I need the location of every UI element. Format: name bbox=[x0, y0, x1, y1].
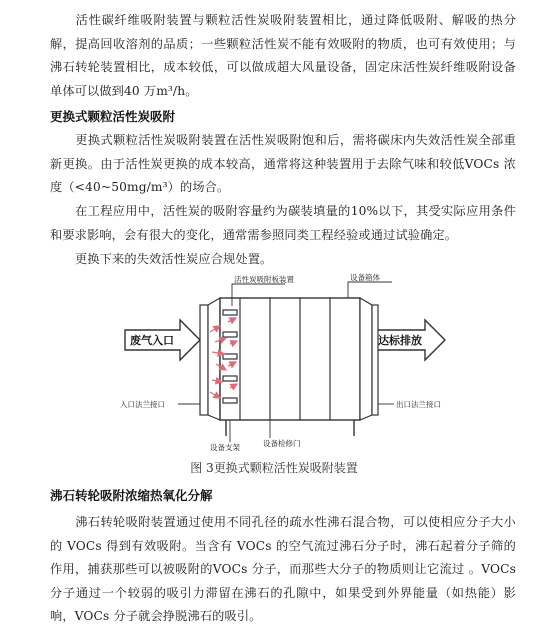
label-outlet-flange: 出口法兰接口 bbox=[396, 400, 441, 409]
inlet-arrow bbox=[125, 320, 200, 360]
paragraph-zeolite-rotor: 沸石转轮吸附装置通过使用不同孔径的疏水性沸石混合物，可以使相应分子大小的 VOCs 得到有效吸附。当含有 VOCs 的空气流过沸石分子时，沸石起着分子筛的作用，捕获那些可以被吸附的VOCs 分子，而那些大分子的物质则让它流过 。VOCs 分子通过一个较弱的吸引力滞留在沸石的孔隙中，如果受到外界能量（如热能）影响，VOCs 分子就会挣脱沸石的吸引。 bbox=[50, 515, 516, 623]
paragraph-activated-carbon-fiber: 活性碳纤维吸附装置与颗粒活性炭吸附装置相比，通过降低吸附、解吸的热分解，提高回收溶剂的品质；一些颗粒活性炭不能有效吸附的物质，也可有效使用；与沸石转轮装置相比，成本较低，可以做成超大风量设备，固定床活性炭纤维吸附设备单体可以做到40 万m³/h。 bbox=[50, 13, 516, 98]
outlet-label: 达标排放 bbox=[378, 334, 422, 347]
equipment-box bbox=[220, 298, 360, 420]
label-support: 设备支架 bbox=[210, 443, 240, 452]
equipment-support bbox=[226, 420, 354, 436]
outlet-flange bbox=[360, 298, 378, 420]
paragraph-disposal: 更换下来的失效活性炭应合规处置。 bbox=[75, 252, 273, 266]
inlet-label: 废气入口 bbox=[130, 334, 174, 347]
section-heading-replaceable-carbon: 更换式颗粒活性炭吸附 bbox=[50, 109, 176, 124]
inlet-flange bbox=[200, 298, 220, 420]
label-access-door: 设备检修门 bbox=[263, 439, 301, 448]
figure-caption: 图 3更换式颗粒活性炭吸附装置 bbox=[190, 461, 358, 475]
label-equipment-box: 设备箱体 bbox=[350, 273, 380, 282]
paragraph-replaceable-carbon: 更换式颗粒活性炭吸附装置在活性炭吸附饱和后，需将碳床内失效活性炭全部重新更换。由于活性炭更换的成本较高，通常将这种装置用于去除气味和较低VOCs 浓度（<40~50mg/m³）的场合。 bbox=[50, 133, 516, 194]
label-adsorption-device: 活性炭吸附板装置 bbox=[234, 275, 294, 284]
paragraph-engineering-application: 在工程应用中，活性炭的吸附容量约为碳装填量的10%以下，其受实际应用条件和要求影响，会有很大的变化，通常需参照同类工程经验或通过试验确定。 bbox=[50, 204, 516, 242]
section-heading-zeolite-rotor: 沸石转轮吸附浓缩热氧化分解 bbox=[50, 488, 213, 503]
label-inlet-flange: 入口法兰接口 bbox=[120, 400, 165, 409]
outlet-arrow bbox=[375, 320, 445, 360]
replaceable-carbon-adsorber-diagram bbox=[120, 270, 450, 455]
